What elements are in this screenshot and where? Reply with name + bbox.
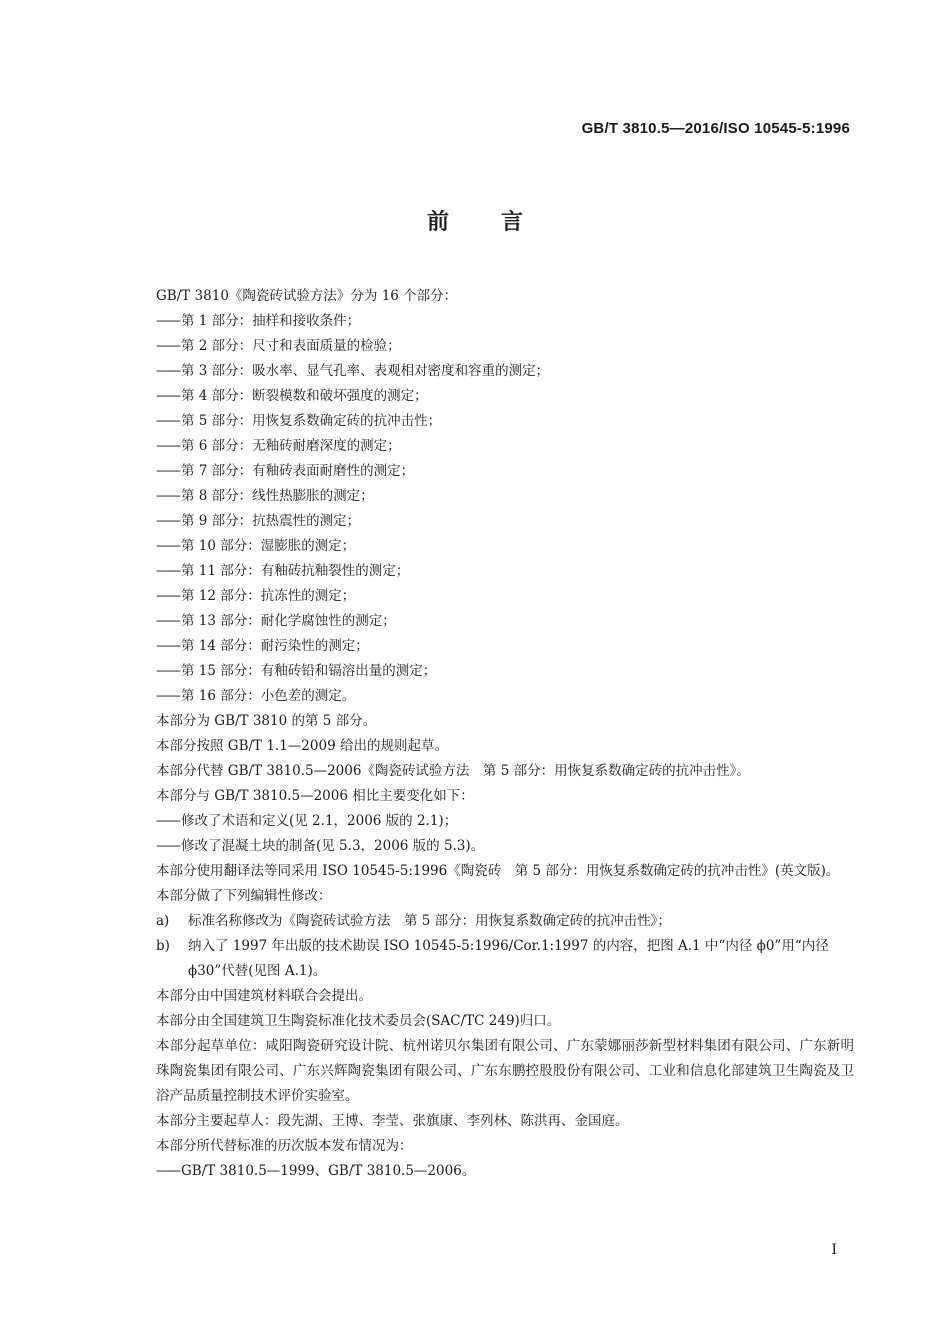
dash-mark: —— [156, 413, 179, 429]
dash-mark: —— [156, 513, 179, 529]
part-list-item: —— 第 15 部分：有釉砖铅和镉溶出量的测定； [156, 663, 437, 679]
part-list-item: —— 第 8 部分：线性热膨胀的测定； [156, 488, 374, 504]
dash-mark: —— [156, 613, 179, 629]
drafters: 本部分主要起草人：段先湖、王博、李莹、张旗康、李列林、陈洪再、金国庭。 [156, 1113, 629, 1129]
changes-intro: 本部分与 GB/T 3810.5—2006 相比主要变化如下： [156, 788, 474, 804]
dash-mark: —— [156, 638, 179, 654]
drafting-units: 本部分起草单位：咸阳陶瓷研究设计院、杭州诺贝尔集团有限公司、广东蒙娜丽莎新型材料集团有限公司、广东新明珠陶瓷集团有限公司、广东兴辉陶瓷集团有限公司、广东东鹏控股股份有限公司、工业和信息化部建筑卫生陶瓷及卫浴产品质量控制技术评价实验室。 [156, 1038, 854, 1104]
history-item: —— GB/T 3810.5—1999、GB/T 3810.5—2006。 [156, 1163, 476, 1179]
centralized-statement: 本部分由全国建筑卫生陶瓷标准化技术委员会(SAC/TC 249)归口。 [156, 1013, 561, 1029]
edit-item-b [122, 934, 854, 984]
dash-mark: —— [156, 438, 179, 454]
rules-statement: 本部分按照 GB/T 1.1—2009 给出的规则起草。 [156, 738, 448, 754]
part-list-item: —— 第 10 部分：湿膨胀的测定； [156, 538, 356, 554]
standard-code: GB/T 3810.5—2016/ISO 10545-5:1996 [581, 120, 850, 137]
edits-intro: 本部分做了下列编辑性修改： [156, 888, 332, 904]
dash-mark: —— [156, 563, 179, 579]
part-list-item: —— 第 16 部分：小色差的测定。 [156, 688, 356, 704]
list-marker: b) [156, 938, 170, 954]
page-number: I [831, 1242, 837, 1258]
parts-list [122, 309, 854, 709]
edit-item-a [122, 909, 854, 934]
dash-mark: —— [156, 363, 179, 379]
part-list-item: —— 第 11 部分：有釉砖抗釉裂性的测定； [156, 563, 410, 579]
proposed-statement: 本部分由中国建筑材料联合会提出。 [156, 988, 372, 1004]
dash-mark: —— [156, 588, 179, 604]
dash-mark: —— [156, 338, 179, 354]
intro-line: GB/T 3810《陶瓷砖试验方法》分为 16 个部分： [156, 288, 458, 304]
dash-mark: —— [156, 813, 179, 829]
part-list-item: —— 第 1 部分：抽样和接收条件； [156, 313, 361, 329]
part-list-item: —— 第 13 部分：耐化学腐蚀性的测定； [156, 613, 396, 629]
part-list-item: —— 第 3 部分：吸水率、显气孔率、表观相对密度和容重的测定； [156, 363, 550, 379]
foreword-body [122, 284, 854, 1184]
part-list-item: —— 第 6 部分：无釉砖耐磨深度的测定； [156, 438, 401, 454]
dash-mark: —— [156, 663, 179, 679]
change-item: —— 修改了混凝土块的制备(见 5.3，2006 版的 5.3)。 [156, 838, 485, 854]
dash-mark: —— [156, 1163, 179, 1179]
dash-mark: —— [156, 463, 179, 479]
part-list-item: —— 第 12 部分：抗冻性的测定； [156, 588, 356, 604]
history-intro: 本部分所代替标准的历次版本发布情况为： [156, 1138, 413, 1154]
translation-statement: 本部分使用翻译法等同采用 ISO 10545-5:1996《陶瓷砖 第 5 部分：用恢复系数确定砖的抗冲击性》(英文版)。 [156, 863, 840, 879]
part5-statement: 本部分为 GB/T 3810 的第 5 部分。 [156, 713, 377, 729]
list-marker: a) [156, 913, 170, 929]
change-item: —— 修改了术语和定义(见 2.1，2006 版的 2.1)； [156, 813, 458, 829]
edit-text: 标准名称修改为《陶瓷砖试验方法 第 5 部分：用恢复系数确定砖的抗冲击性》； [188, 913, 671, 929]
edit-text: 纳入了 1997 年出版的技术勘误 ISO 10545-5:1996/Cor.1:1997 的内容，把图 A.1 中“内径 ϕ0”用“内径 ϕ30”代替(见图 A.1)。 [188, 938, 829, 979]
part-list-item: —— 第 7 部分：有釉砖表面耐磨性的测定； [156, 463, 415, 479]
part-list-item: —— 第 14 部分：耐污染性的测定； [156, 638, 369, 654]
page-title: 前言 [426, 210, 575, 235]
dash-mark: —— [156, 388, 179, 404]
part-list-item: —— 第 2 部分：尺寸和表面质量的检验； [156, 338, 401, 354]
part-list-item: —— 第 9 部分：抗热震性的测定； [156, 513, 361, 529]
dash-mark: —— [156, 688, 179, 704]
part-list-item: —— 第 4 部分：断裂模数和破坏强度的测定； [156, 388, 428, 404]
dash-mark: —— [156, 538, 179, 554]
dash-mark: —— [156, 838, 179, 854]
replace-statement: 本部分代替 GB/T 3810.5—2006《陶瓷砖试验方法 第 5 部分：用恢复系数确定砖的抗冲击性》。 [156, 763, 750, 779]
dash-mark: —— [156, 488, 179, 504]
part-list-item: —— 第 5 部分：用恢复系数确定砖的抗冲击性； [156, 413, 442, 429]
dash-mark: —— [156, 313, 179, 329]
